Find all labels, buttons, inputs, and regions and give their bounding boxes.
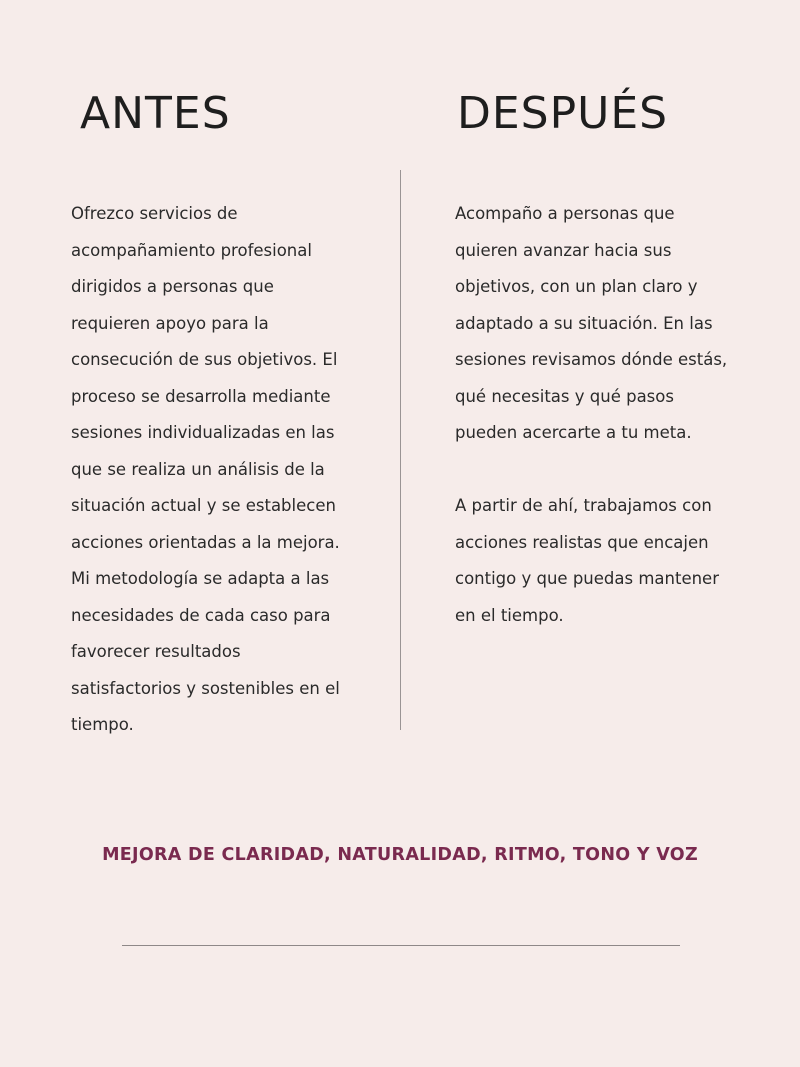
antes-text-line: Mi metodología se adapta a las — [71, 569, 330, 588]
despues-text-line: quieren avanzar hacia sus — [455, 240, 672, 260]
antes-text-line: proceso se desarrolla mediante — [71, 386, 331, 406]
antes-title: ANTES — [80, 88, 231, 139]
antes-text-line: acciones orientadas a la mejora. — [71, 532, 340, 552]
antes-text-line: requieren apoyo para la — [71, 313, 269, 333]
despues-text-line: adaptado a su situación. En las — [455, 313, 713, 333]
bottom-divider — [122, 945, 680, 946]
antes-text-line: sesiones individualizadas en las — [71, 423, 335, 442]
antes-text-line: situación actual y se establecen — [71, 496, 336, 515]
despues-text-line: qué necesitas y qué pasos — [455, 386, 674, 406]
despues-text-line: acciones realistas que encajen — [455, 532, 709, 552]
antes-text-line: que se realiza un análisis de la — [71, 459, 325, 479]
column-divider — [400, 170, 401, 730]
despues-text-line: Acompaño a personas que — [455, 204, 675, 223]
despues-body-text — [455, 196, 760, 634]
antes-text-line: acompañamiento profesional — [71, 240, 312, 260]
despues-text-line: A partir de ahí, trabajamos con — [455, 496, 712, 515]
antes-text-line: necesidades de cada caso para — [71, 605, 331, 625]
antes-text-line: Ofrezco servicios de — [71, 204, 238, 223]
antes-text-line: consecución de sus objetivos. El — [71, 350, 338, 369]
antes-text-line: satisfactorios y sostenibles en el — [71, 678, 340, 698]
despues-title: DESPUÉS — [457, 88, 669, 139]
antes-text-line: tiempo. — [71, 715, 134, 734]
antes-text-line: favorecer resultados — [71, 642, 241, 661]
despues-text-line: pueden acercarte a tu meta. — [455, 423, 692, 442]
despues-text-line: objetivos, con un plan claro y — [455, 277, 698, 296]
despues-text-line: contigo y que puedas mantener — [455, 569, 719, 588]
paragraph-spacer — [455, 452, 760, 489]
highlight-tagline: MEJORA DE CLARIDAD, NATURALIDAD, RITMO, TONO Y VOZ — [102, 845, 698, 865]
antes-body-text — [71, 196, 371, 744]
despues-text-line: sesiones revisamos dónde estás, — [455, 350, 728, 369]
antes-text-line: dirigidos a personas que — [71, 277, 274, 296]
despues-text-line: en el tiempo. — [455, 605, 564, 625]
